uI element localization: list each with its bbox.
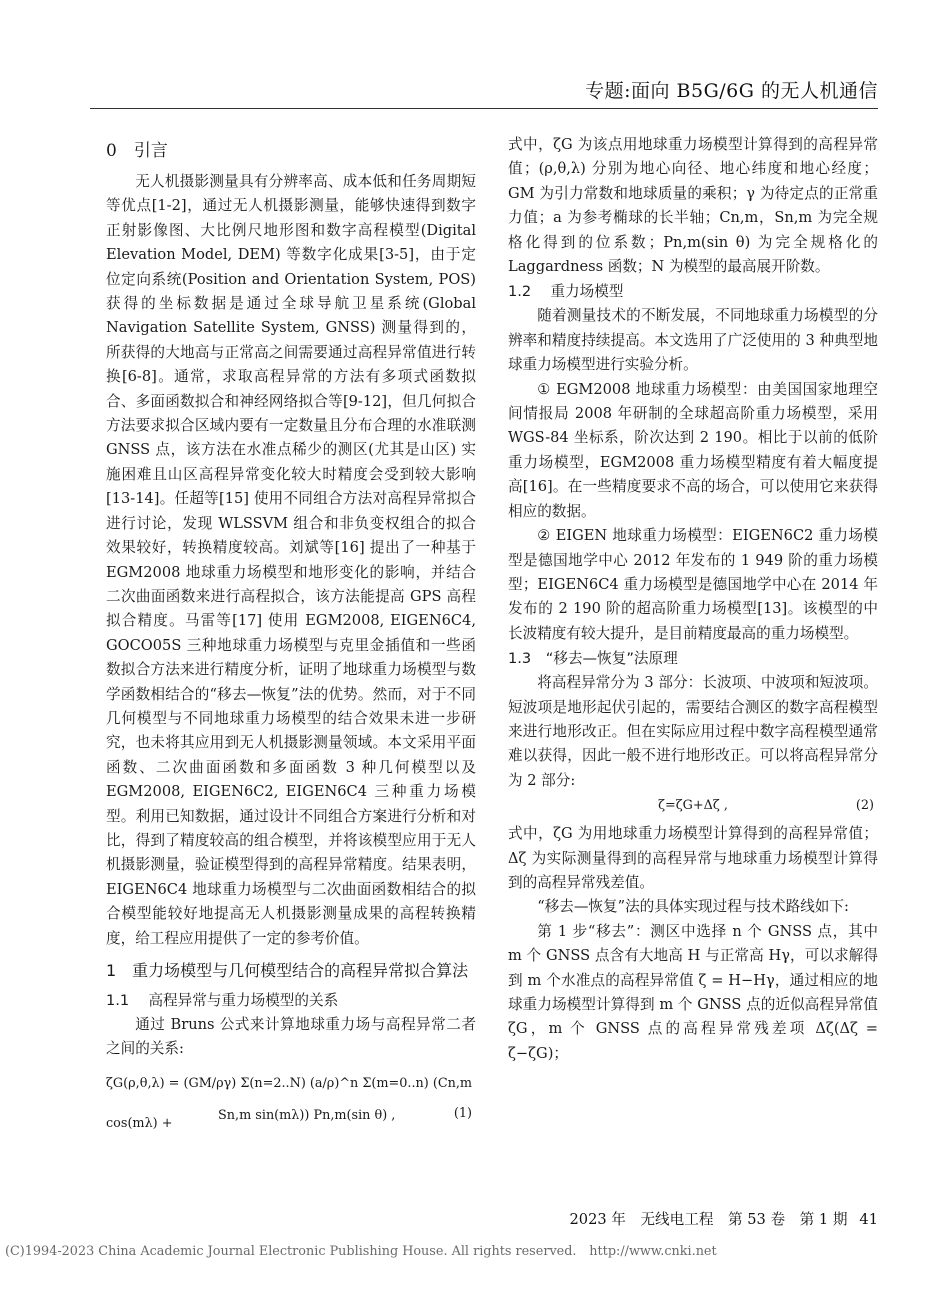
section-1-3-title: 1.3 “移去—恢复”法原理 [508, 650, 678, 668]
section-1-2-paragraph-3: ② EIGEN 地球重力场模型：EIGEN6C2 重力场模型是德国地学中心 2012 年发布的 1 949 阶的重力场模型；EIGEN6C4 重力场模型是德国地学中心在 2014 年发布的 2 190 阶的超高阶重力场模型[13]。该模型的中长波精度有较大提升，是目前精度最高的重力场模型。 [508, 527, 878, 642]
equation-2-number: (2) [855, 798, 874, 814]
equation-2-body: ζ=ζG+Δζ , [658, 798, 728, 814]
intro-paragraph: 无人机摄影测量具有分辨率高、成本低和任务周期短等优点[1-2]，通过无人机摄影测量，能够快速得到数字正射影像图、大比例尺地形图和数字高程模型(Digital Elevation Model, DEM) 等数字化成果[3-5]，由于定位定向系统(Position and Orientation System, POS) 获得的坐标数据是通过全球导航卫星系统(Global Navigation Satellite System, GNSS) 测量得到的，所获得的大地高与正常高之间需要通过高程异常值进行转换[6-8]。通常，求取高程异常的方法有多项式函数拟合、多面函数拟合和神经网络拟合等[9-12]，但几何拟合方法要求拟合区域内要有一定数量且分布合理的水准联测 GNSS 点，该方法在水准点稀少的测区(尤其是山区) 实施困难且山区高程异常变化较大时精度会受到较大影响[13-14]。任超等[15] 使用不同组合方法对高程异常拟合进行讨论，发现 WLSSVM 组合和非负变权组合的拟合效果较好，转换精度较高。刘斌等[16] 提出了一种基于 EGM2008 地球重力场模型和地形变化的影响，并结合二次曲面函数来进行高程拟合，该方法能提高 GPS 高程拟合精度。马雷等[17] 使用 EGM2008, EIGEN6C4, GOCO05S 三种地球重力场模型与克里金插值和一些函数拟合方法来进行精度分析，证明了地球重力场模型与数学函数相结合的“移去—恢复”法的优势。然而，对于不同几何模型与不同地球重力场模型的结合效果未进一步研究，也未将其应用到无人机摄影测量领域。本文采用平面函数、二次曲面函数和多面函数 3 种几何模型以及 EGM2008, EIGEN6C2, EIGEN6C4 三种重力场模型。利用已知数据，通过设计不同组合方案进行分析和对比，得到了精度较高的组合模型，并将该模型应用于无人机摄影测量，验证模型得到的高程异常精度。结果表明，EIGEN6C4 地球重力场模型与二次曲面函数相结合的拟合模型能较好地提高无人机摄影测量成果的高程转换精度，给工程应用提供了一定的参考价值。 [106, 173, 476, 947]
section-1-2-paragraph-2: ① EGM2008 地球重力场模型：由美国国家地理空间情报局 2008 年研制的全球超高阶重力场模型，采用 WGS-84 坐标系，阶次达到 2 190。相比于以前的低阶重力场模型，EGM2008 重力场模型精度有着大幅度提高[16]。在一些精度要求不高的场合，可以使用它来获得相应的数据。 [508, 380, 878, 520]
equation-2 [508, 795, 878, 819]
section-1-1-paragraph: 通过 Bruns 公式来计算地球重力场与高程异常二者之间的关系: [106, 1016, 476, 1058]
page-number: 41 [859, 1211, 878, 1228]
equation-1-number: (1) [453, 1105, 472, 1121]
copyright-line: (C)1994-2023 China Academic Journal Electronic Publishing House. All rights reserved. http://www.cnki.net [5, 1244, 717, 1259]
section-1-2-title: 1.2 重力场模型 [508, 283, 624, 301]
header-rule [90, 108, 878, 109]
section-1-3-paragraph-2: 式中，ζG 为用地球重力场模型计算得到的高程异常值；Δζ 为实际测量得到的高程异常与地球重力场模型计算得到的高程异常残差值。 [508, 825, 878, 891]
section-1-3-paragraph-4: 第 1 步“移去”：测区中选择 n 个 GNSS 点，其中 m 个 GNSS 点含有大地高 H 与正常高 Hγ，可以求解得到 m 个水准点的高程异常值 ζ = H−Hγ，通过相应的地球重力场模型计算得到 m 个 GNSS 点的近似高程异常值 ζG，m 个 GNSS 点的高程异常残差项 Δζ(Δζ = ζ−ζG)； [508, 922, 878, 1062]
equation-1-line-2: Sn,m sin(mλ)) Pn,m(sin θ) , [218, 1107, 396, 1123]
section-1-3-paragraph-3: “移去—恢复”法的具体实现过程与技术路线如下: [537, 898, 849, 916]
footer [570, 1208, 879, 1229]
section-1-3-paragraph-1: 将高程异常分为 3 部分：长波项、中波项和短波项。短波项是地形起伏引起的，需要结合测区的数字高程模型来进行地形改正。但在实际应用过程中数字高程模型通常难以获得，因此一般不进行地形改正。可以将高程异常分为 2 部分: [508, 674, 878, 789]
section-1-1-title: 1.1 高程异常与重力场模型的关系 [106, 992, 339, 1009]
footer-journal: 2023 年 无线电工程 第 53 卷 第 1 期 [569, 1211, 848, 1228]
equation-1 [106, 1064, 476, 1131]
section-0-title: 0 引言 [106, 141, 168, 161]
continued-paragraph: 式中，ζG 为该点用地球重力场模型计算得到的高程异常值；(ρ,θ,λ) 分别为地心向径、地心纬度和地心经度；GM 为引力常数和地球质量的乘积；γ 为待定点的正常重力值；a 为参考椭球的长半轴；Cn,m，Sn,m 为完全规格化得到的位系数；Pn,m(sin θ) 为完全规格化的 Laggardness 函数；N 为模型的最高展开阶数。 [508, 136, 878, 276]
left-column [106, 133, 476, 1131]
right-column [508, 133, 878, 1066]
section-1-title: 1 重力场模型与几何模型结合的高程异常拟合算法 [106, 961, 469, 980]
section-1-2-paragraph-1: 随着测量技术的不断发展，不同地球重力场模型的分辨率和精度持续提高。本文选用了广泛使用的 3 种典型地球重力场模型进行实验分析。 [508, 307, 878, 374]
header-title: 专题:面向 B5G/6G 的无人机通信 [585, 80, 878, 102]
equation-1-line-1: ζG(ρ,θ,λ) = (GM/ργ) Σ(n=2..N) (a/ρ)^n Σ(m=0..n) (Cn,m cos(mλ) + [106, 1075, 473, 1131]
